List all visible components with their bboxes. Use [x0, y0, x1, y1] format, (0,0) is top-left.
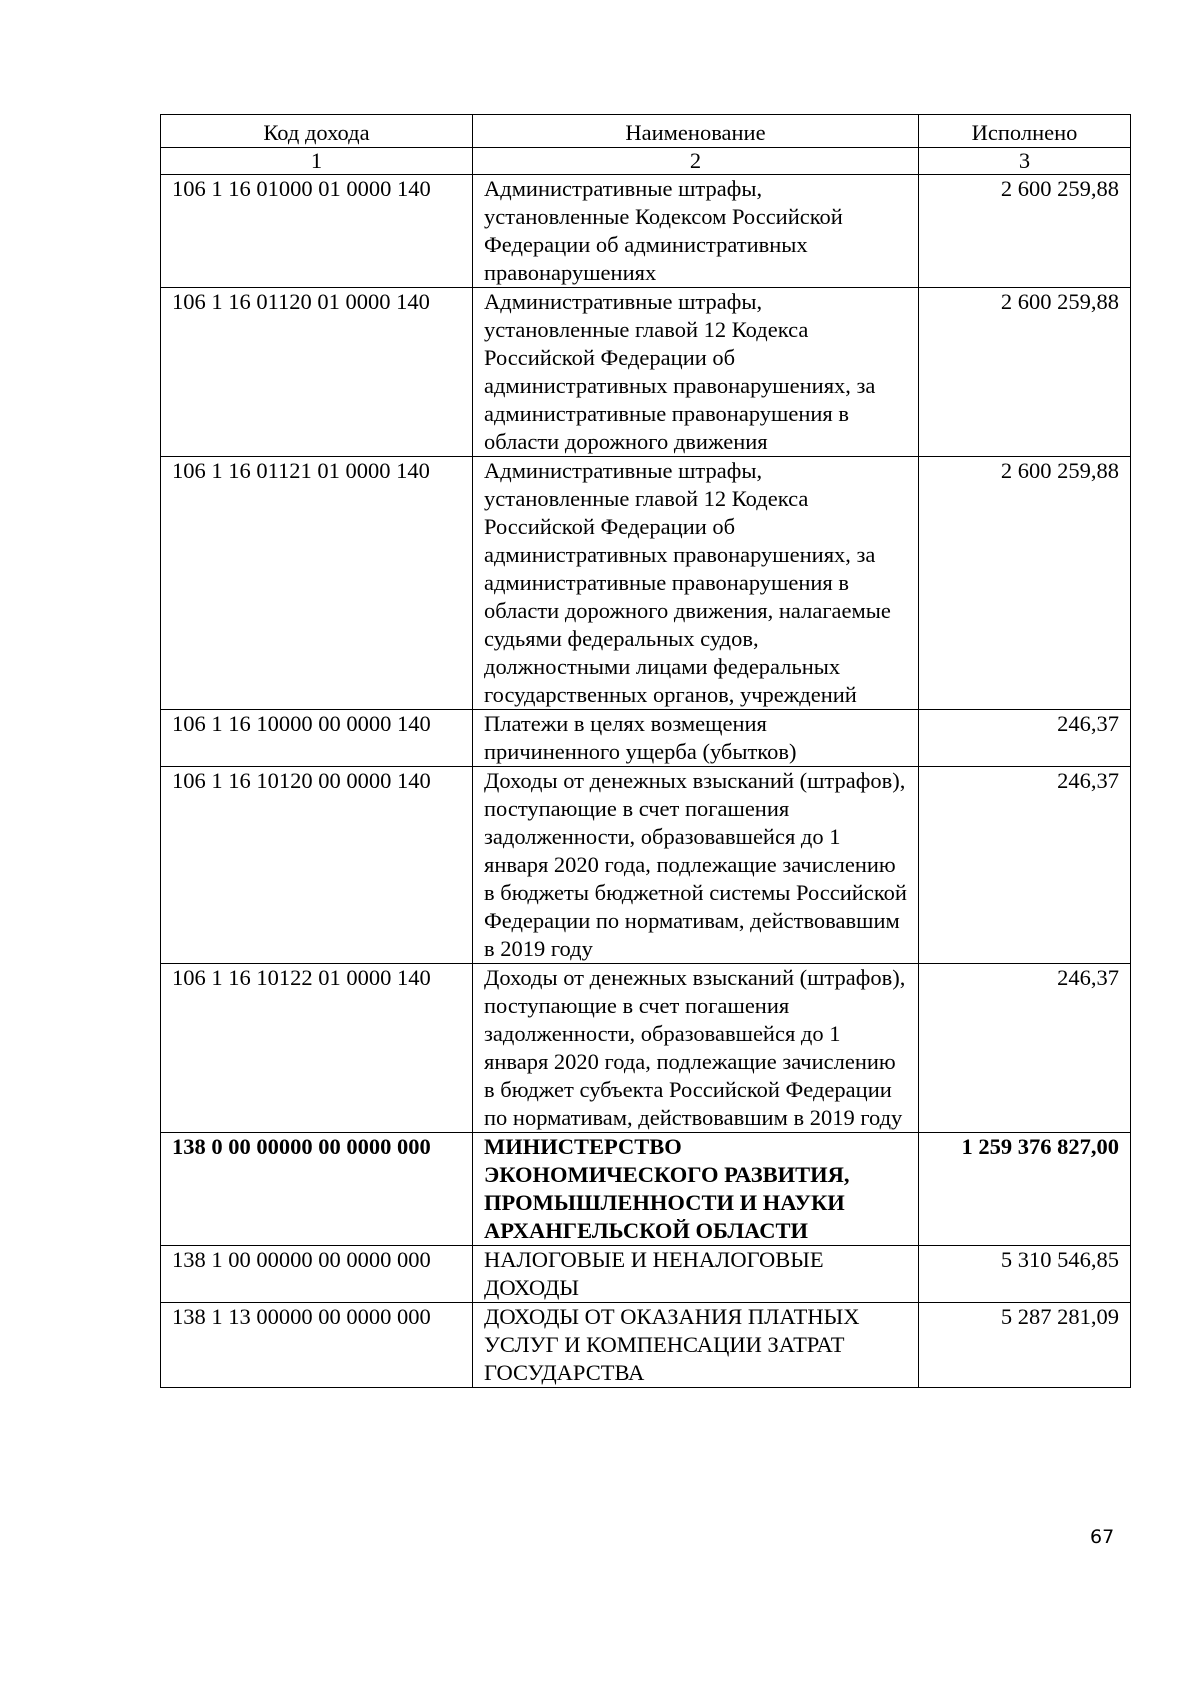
income-code: 106 1 16 10000 00 0000 140: [161, 710, 473, 767]
page-number: 67: [1090, 1526, 1115, 1548]
income-name: МИНИСТЕРСТВО ЭКОНОМИЧЕСКОГО РАЗВИТИЯ, ПРОМЫШЛЕННОСТИ И НАУКИ АРХАНГЕЛЬСКОЙ ОБЛАСТИ: [473, 1133, 919, 1246]
income-name: Административные штрафы, установленные главой 12 Кодекса Российской Федерации об административных правонарушениях, за административные правонарушения в области дорожного движения: [473, 288, 919, 457]
income-name: Доходы от денежных взысканий (штрафов), поступающие в счет погашения задолженности, образовавшейся до 1 января 2020 года, подлежащие зачислению в бюджет субъекта Российской Федерации по нормативам, действовавшим в 2019 году: [473, 964, 919, 1133]
table-row: [161, 175, 1131, 288]
table-body: [161, 175, 1131, 1388]
column-number-3: 3: [919, 148, 1131, 175]
executed-amount: 246,37: [919, 710, 1131, 767]
income-name: Платежи в целях возмещения причиненного ущерба (убытков): [473, 710, 919, 767]
column-number-2: 2: [473, 148, 919, 175]
executed-amount: 5 310 546,85: [919, 1246, 1131, 1303]
table-row: [161, 457, 1131, 710]
income-name: НАЛОГОВЫЕ И НЕНАЛОГОВЫЕ ДОХОДЫ: [473, 1246, 919, 1303]
revenue-table: [160, 114, 1131, 1388]
table-row: [161, 964, 1131, 1133]
income-code: 106 1 16 10122 01 0000 140: [161, 964, 473, 1133]
column-number-row: [161, 148, 1131, 175]
table-row: [161, 710, 1131, 767]
table-row: [161, 767, 1131, 964]
income-code: 106 1 16 01120 01 0000 140: [161, 288, 473, 457]
income-code: 106 1 16 10120 00 0000 140: [161, 767, 473, 964]
executed-amount: 246,37: [919, 767, 1131, 964]
income-name: Административные штрафы, установленные Кодексом Российской Федерации об административных правонарушениях: [473, 175, 919, 288]
executed-amount: 2 600 259,88: [919, 175, 1131, 288]
income-name: ДОХОДЫ ОТ ОКАЗАНИЯ ПЛАТНЫХ УСЛУГ И КОМПЕНСАЦИИ ЗАТРАТ ГОСУДАРСТВА: [473, 1303, 919, 1388]
table-row: [161, 1246, 1131, 1303]
executed-amount: 2 600 259,88: [919, 288, 1131, 457]
income-code: 106 1 16 01121 01 0000 140: [161, 457, 473, 710]
executed-amount: 246,37: [919, 964, 1131, 1133]
header-name: Наименование: [473, 115, 919, 148]
income-code: 138 0 00 00000 00 0000 000: [161, 1133, 473, 1246]
header-income-code: Код дохода: [161, 115, 473, 148]
executed-amount: 5 287 281,09: [919, 1303, 1131, 1388]
income-name: Доходы от денежных взысканий (штрафов), поступающие в счет погашения задолженности, образовавшейся до 1 января 2020 года, подлежащие зачислению в бюджеты бюджетной системы Российской Федерации по нормативам, действовавшим в 2019 году: [473, 767, 919, 964]
executed-amount: 2 600 259,88: [919, 457, 1131, 710]
table-row: [161, 1133, 1131, 1246]
column-number-1: 1: [161, 148, 473, 175]
header-executed: Исполнено: [919, 115, 1131, 148]
table-row: [161, 1303, 1131, 1388]
income-code: 106 1 16 01000 01 0000 140: [161, 175, 473, 288]
income-name: Административные штрафы, установленные главой 12 Кодекса Российской Федерации об административных правонарушениях, за административные правонарушения в области дорожного движения, налагаемые судьями федеральных судов, должностными лицами федеральных государственных органов, учреждений: [473, 457, 919, 710]
table-header-row: [161, 115, 1131, 148]
table-row: [161, 288, 1131, 457]
document-page: [160, 114, 1130, 1388]
income-code: 138 1 13 00000 00 0000 000: [161, 1303, 473, 1388]
income-code: 138 1 00 00000 00 0000 000: [161, 1246, 473, 1303]
executed-amount: 1 259 376 827,00: [919, 1133, 1131, 1246]
